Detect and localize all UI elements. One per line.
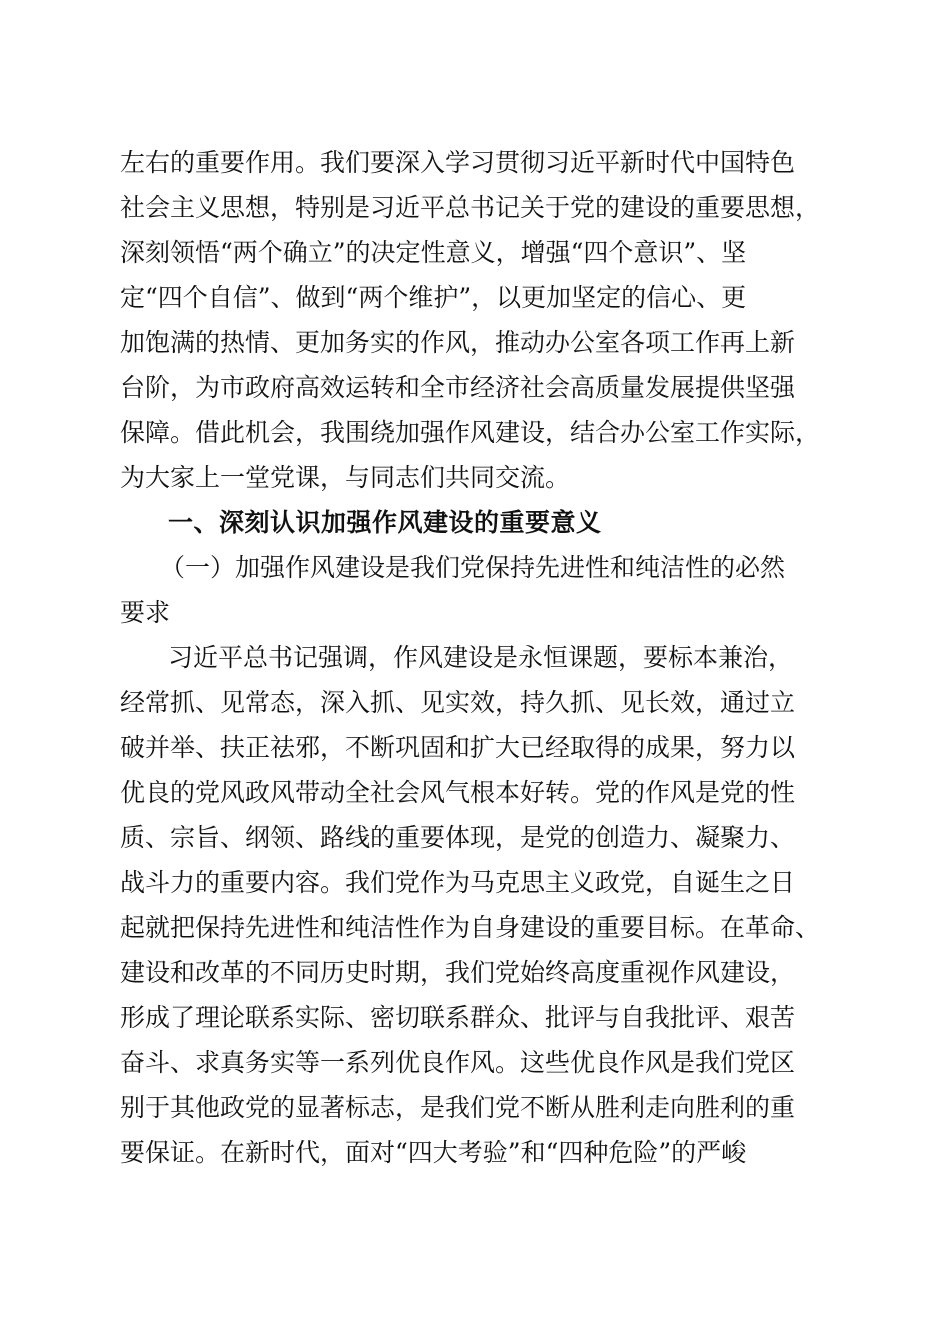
text-line: 破并举、扶正祛邪，不断巩固和扩大已经取得的成果，努力以 (120, 733, 796, 762)
text-line: 经常抓、见常态，深入抓、见实效，持久抓、见长效，通过立 (120, 688, 796, 717)
text-line: 建设和改革的不同历史时期，我们党始终高度重视作风建设， (120, 958, 796, 987)
text-line: 为大家上一堂党课，与同志们共同交流。 (120, 463, 571, 492)
text-line: 战斗力的重要内容。我们党作为马克思主义政党，自诞生之日 (120, 868, 796, 897)
text-line: 加饱满的热情、更加务实的作风，推动办公室各项工作再上新 (120, 328, 796, 357)
text-line: 形成了理论联系实际、密切联系群众、批评与自我批评、艰苦 (120, 1003, 796, 1032)
text-line: 要保证。在新时代，面对“四大考验”和“四种危险”的严峻 (120, 1138, 747, 1167)
text-line: 起就把保持先进性和纯洁性作为自身建设的重要目标。在革命、 (120, 913, 821, 942)
text-line: 奋斗、求真务实等一系列优良作风。这些优良作风是我们党区 (120, 1048, 796, 1077)
text-line: 别于其他政党的显著标志，是我们党不断从胜利走向胜利的重 (120, 1093, 796, 1122)
text-line: 台阶，为市政府高效运转和全市经济社会高质量发展提供坚强 (120, 373, 796, 402)
text-line: 深刻领悟“两个确立”的决定性意义，增强“四个意识”、坚 (120, 238, 747, 267)
text-line: 定“四个自信”、做到“两个维护”，以更加坚定的信心、更 (120, 283, 747, 312)
text-line: 社会主义思想，特别是习近平总书记关于党的建设的重要思想， (120, 193, 821, 222)
section-heading: 一、深刻认识加强作风建设的重要意义 (168, 508, 602, 537)
text-line: 保障。借此机会，我围绕加强作风建设，结合办公室工作实际， (120, 418, 821, 447)
text-line: 质、宗旨、纲领、路线的重要体现，是党的创造力、凝聚力、 (120, 823, 796, 852)
subsection-heading-continued: 要求 (120, 598, 171, 627)
subsection-heading: （一）加强作风建设是我们党保持先进性和纯洁性的必然 (160, 553, 786, 582)
text-line: 左右的重要作用。我们要深入学习贯彻习近平新时代中国特色 (120, 148, 796, 177)
text-line: 优良的党风政风带动全社会风气根本好转。党的作风是党的性 (120, 778, 796, 807)
text-line: 习近平总书记强调，作风建设是永恒课题，要标本兼治， (168, 643, 794, 672)
